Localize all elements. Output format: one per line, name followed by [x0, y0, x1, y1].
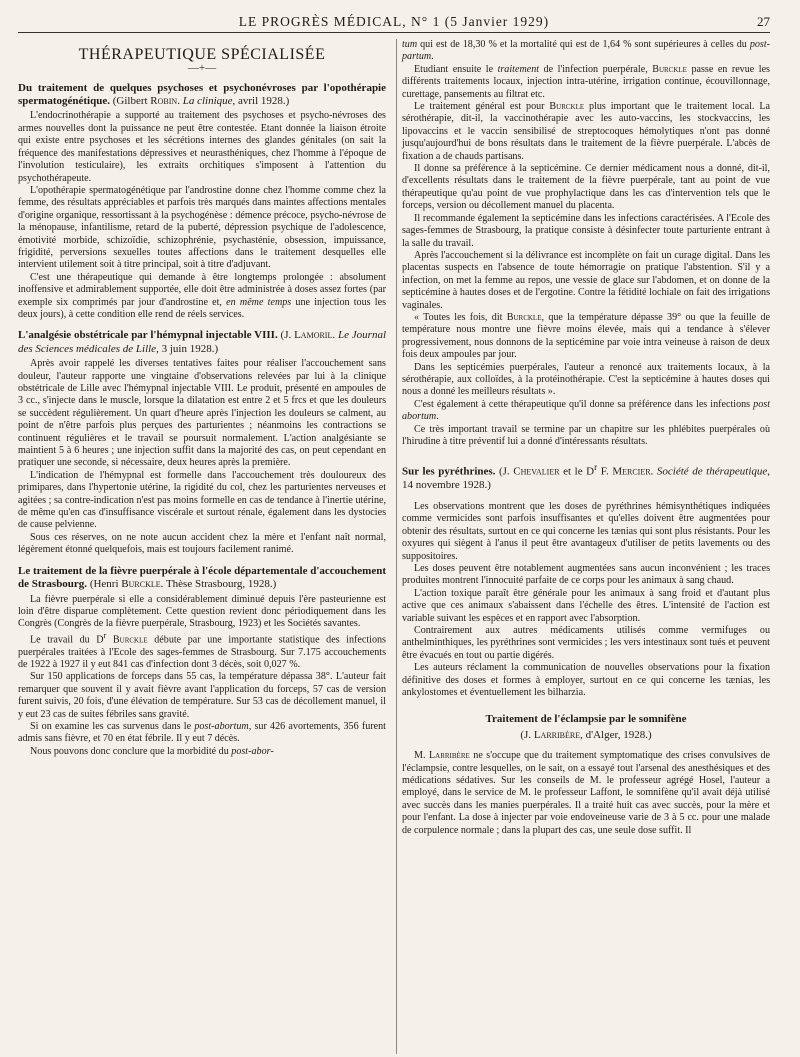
- article-heading: Sur les pyréthrines. (J. Chevalier et le $D^r$ F. Mercier. Société de thérapeutique, 14 novembre 1928.): [402, 462, 771, 492]
- paragraph: Sur 150 applications de forceps dans 55 cas, la température dépassa 38°. L'auteur fait remarquer que souvent il y avait fièvre avant l'application du forceps, 57 cas de version furent suivis, 20 fois, d'une élévation de température. Sur 53 cas de décollement manuel, il y eut 23 cas de suites fébriles sans gravité.: [18, 671, 386, 720]
- paragraph: Les doses peuvent être notablement augmentées sans aucun inconvénient ; les traces produites montrent l'innocuité parfaite de ce corps pour les animaux à sang chaud.: [402, 562, 770, 587]
- article-larribere: [402, 713, 770, 837]
- paragraph: L'endocrinothérapie a supporté au traitement des psychoses et psycho-névroses des armes nouvelles dont la puissance ne peut être contestée. Etant donnée la liaison étroite qui existe entre psychoses et les sécrétions internes des glandes génitales (on sait la fréquence des manifestations dépressives et neurasthéniques, chez l'homme à l'époque de l'involution testiculaire), les extraits orchitiques s'imposent à l'attention du psychothérapeute.: [18, 110, 386, 184]
- paragraph: M. Larribère ne s'occupe que du traitement symptomatique des crises convulsives de l'éclampsie, contre lesquelles, on le sait, on a essayé tout l'arsenal des anesthésiques et des médications sédatives. Sur les conseils de M. le professeur agrégé Hosel, l'auteur a employé, dans le service de M. le professeur Laffont, le somnifène qu'il avait déjà utilisé avec succès dans les manies puerpérales. Il a traité huit cas avec succès, pour la mère et pour l'enfant. La dose à injecter par voie endoveineuse varie de 3 à 5 cc. pour une malade de corpulence normale ; dans la plupart des cas, une seule dose suffit. Il: [402, 750, 770, 836]
- article-lamoril: [18, 329, 386, 556]
- article-title: Traitement de l'éclampsie par le somnifène: [485, 713, 687, 726]
- author: Larribère: [533, 728, 581, 741]
- author: Chevalier: [513, 466, 560, 479]
- article-heading: Du traitement de quelques psychoses et psychonévroses par l'opothérapie spermatogénétique. (Gilbert Robin. La clinique, avril 1928.): [18, 81, 386, 108]
- paragraph: Si on examine les cas survenus dans le post-abortum, sur 426 avortements, 356 furent admis sans fièvre, et 70 en état fébrile. Il y eut 7 décès.: [18, 720, 386, 745]
- running-header: [18, 12, 770, 33]
- article-title: Le traitement de la fièvre puerpérale à l'école départementale d'accouchement de Strasbourg.: [18, 564, 386, 591]
- paragraph: Sous ces réserves, on ne note aucun accident chez la mère et l'enfant naît normal, légèrement étonné quelquefois, mais est toujours facilement ranimé.: [18, 531, 386, 556]
- paragraph: Dans les septicémies puerpérales, l'auteur a renoncé aux traitements locaux, à la sérothérapie, aux colloïdes, à la protéinothérapie. C'est la septicémine à hautes doses qui nous a donné les meilleurs résultats ».: [402, 361, 770, 398]
- article-burckle-continued: [402, 39, 770, 448]
- source: Le Journal des Sciences médicales de Lille: [18, 329, 387, 355]
- source: Thèse Strasbourg, 1928.): [165, 578, 277, 591]
- paragraph: Ce très important travail se termine par un chapitre sur les phlébites puerpérales où l'hirudine à titre préventif lui a donné d'intéressants résultats.: [402, 423, 770, 447]
- paragraph: Les auteurs réclament la communication de nouvelles observations pour la fixation définitive des doses et formes à employer, surtout en ce qui concerne les tænias, les ankylostomes et éventuellement les bilharzia.: [402, 662, 770, 698]
- page-number: 27: [757, 14, 770, 29]
- paragraph: Il recommande également la septicémine dans les infections caractérisées. A l'Ecole des sages-femmes de Strasbourg, la pratique consiste à désinfecter toute parturiente entrant à la salle du travail.: [402, 212, 770, 249]
- paragraph: Nous pouvons donc conclure que la morbidité du post-abor-: [30, 745, 274, 757]
- paragraph: Après l'accouchement si la délivrance est incomplète on fait un curage digital. Dans les placentas suspects en l'absence de toute hémorragie on pratique l'abstention. S'il y a infection, on met la femme au repos, une vessie de glace sur l'abdomen, et on donne de la septicémine à hautes doses et de l'ergotine. Contre la fétidité lochiale on fait des irrigations vaginales.: [402, 249, 770, 311]
- article-heading: Le traitement de la fièvre puerpérale à l'école départementale d'accouchement de Strasbourg. (Henri Burckle. Thèse Strasbourg, 1928.): [18, 564, 386, 591]
- article-title: Sur les pyréthrines.: [402, 466, 496, 479]
- article-title: L'analgésie obstétricale par l'hémypnal injectable VIII.: [18, 329, 278, 342]
- paragraph: L'indication de l'hémypnal est formelle dans l'accouchement très douloureux des primipares, dans l'hypertonie utérine, la rigidité du col, chez les parturientes nerveuses et agitées ; sa contre-indication n'est pas moins formelle en cas de tendance à l'inertie utérine, de même qu'en cas d'insuffisance viscérale et surtout rénale, également dans les dystocies de cause pelvienne.: [18, 469, 386, 531]
- column-divider: [396, 39, 397, 1054]
- article-burckle: [18, 565, 386, 758]
- ornament: —+—: [187, 61, 217, 74]
- paragraph: C'est également à cette thérapeutique qu'il donne sa préférence dans les infections post abortum.: [402, 398, 770, 423]
- article-author-line: (J. Larribère, d'Alger, 1928.): [520, 728, 652, 741]
- article-robin: [18, 82, 386, 322]
- article-pyrethrines: [402, 462, 770, 699]
- article-heading: L'analgésie obstétricale par l'hémypnal injectable VIII. (J. Lamoril. Le Journal des Sciences médicales de Lille, 3 juin 1928.): [18, 329, 387, 355]
- section-title: THÉRAPEUTIQUE SPÉCIALISÉE: [78, 46, 326, 63]
- columns: [18, 39, 770, 837]
- paragraph: Il donne sa préférence à la septicémine. Ce dernier médicament nous a donné, dit-il, d'excellents résultats dans le traitement de la fièvre puerpérale, tant au point de vue thérapeutique qu'au point de vue prophylactique dans les cas d'intervention tels que le forceps, version ou décollement manuel du placenta.: [402, 163, 770, 212]
- source: La clinique: [182, 95, 233, 108]
- paragraph: Le travail du $D^r$ Burckle débute par une importante statistique des infections puerpérales traitées à l'Ecole des sages-femmes de Strasbourg. Sur 7.175 accouchements de 1922 à 1927 il y eut 841 cas d'infection dont 3 décès, soit 0,027 %.: [18, 630, 386, 670]
- author: Robin: [150, 95, 178, 108]
- paragraph: Les observations montrent que les doses de pyréthrines hémisynthétiques indiquées comme vermicides sont parfois insuffisantes et qu'elles doivent être augmentées pour obtenir des résultats, surtout en ce qui concerne les tænias qui sont plus résistants. Pour les oxyures qui siègent à l'anus il peut être avantageux d'utiliser de petits lavements ou des suppositoires.: [402, 500, 770, 562]
- paragraph: La fièvre puerpérale si elle a considérablement diminué depuis l'ère pasteurienne est loin d'être disparue complètement. Cette question revient donc périodiquement dans les Congrès (Congrès de la fièvre puerpérale, Strasbourg, 1923) et les Sociétés savantes.: [18, 593, 386, 630]
- author: Lamoril: [294, 329, 333, 342]
- author: Burckle: [121, 578, 161, 591]
- paragraph: Contrairement aux autres médicaments utilisés comme vermifuges ou anthelminthiques, les pyréthrines sont vermicides ; les vers intestinaux sont tués et peuvent être évacués en tout ou partie digérés.: [402, 624, 770, 661]
- paragraph: Etudiant ensuite le traitement de l'infection puerpérale, Burckle passe en revue les différents traitements locaux, injection intra-utérine, irrigation continue, écouvillonnage, curettage, pansements au filtrat etc.: [402, 63, 770, 100]
- right-column: [402, 39, 770, 837]
- source: Société de thérapeutique: [656, 466, 768, 479]
- paragraph: tum qui est de 18,30 % et la mortalité qui est de 1,64 % sont supérieures à celles du post-partum.: [402, 39, 770, 63]
- paragraph: Le traitement général est pour Burckle plus important que le traitement local. La sérothérapie, dit-il, la vaccinothérapie avec les auto-vaccins, les stockvaccins, les lipovaccins et le vaccin sensibilisé de streptocoques hémolytiques n'ont pas donné jusqu'aujourd'hui de bons résultats dans le traitement de la fièvre puerpérale. L'abcès de fixation a de chauds partisans.: [402, 101, 770, 162]
- article-title: Du traitement de quelques psychoses et psychonévroses par l'opothérapie spermatogénétique.: [18, 81, 386, 108]
- paragraph: « Toutes les fois, dit Burckle, que la température dépasse 39° ou que la feuille de température nous montre une fièvre moins élevée, mais qui a tendance à s'élever progressivement, nous donnons de la septicémine par voie intra veineuse à raison de deux fois deux ampoules par jour.: [402, 311, 771, 361]
- paragraph: C'est une thérapeutique qui demande à être longtemps prolongée : absolument inoffensive et admirablement supportée, elle doit être administrée à doses assez fortes (par exemple six comprimés par jour d'androstine et, en même temps une injection tous les deux jours), à cette condition elle rend de réels services.: [18, 271, 386, 320]
- paragraph: Après avoir rappelé les diverses tentatives faites pour réaliser l'accouchement sans douleur, l'auteur rapporte une vingtaine d'observations relevées par lui à la clinique obstétricale de Lille avec l'hémypnal injectable VIII. Le produit, présenté en ampoules de 3 cc., s'injecte dans le muscle, lorsque la dilatation est entre 2 et 5 frcs et que les douleurs se succèdent régulièrement. Un quart d'heure après l'injection les douleurs se calment, au point de n'être parfois plus perçues des parturientes ; néanmoins les contractions se continuent régulières et le travail se poursuit normalement. L'action analgésiante se maintient 5 à 6 heures ; une injection suffit dans la majorité des cas, on peut cependant en pratiquer une seconde, si nécessaire, deux heures après la première.: [18, 358, 386, 469]
- paragraph: L'opothérapie spermatogénétique par l'androstine donne chez l'homme comme chez la femme, des résultats appréciables et parfois très marqués dans maintes affections mentales d'origine organique, ressortissant à la psychogénèse : démence précoce, psycho-névrose de la ménopause, infantilisme, retard de la puberté, dépression psychique de l'adolescence, émotivité morbide, schizoïdie, schizophrénie, psychasténie, obsession, impuissance, frigidité, perversions sexuelles toutes affections dans le traitement desquelles elle intervient utilement soit à titre principal, soit à titre d'adjuvant.: [18, 184, 386, 271]
- left-column: [18, 39, 386, 837]
- paragraph: L'action toxique paraît être générale pour les animaux à sang froid et d'autant plus active que ces animaux s'abaissent dans l'échelle des êtres. L'intensité de l'action est variable suivant les espèces et en rapport avec l'absorption.: [402, 587, 770, 624]
- journal-title: LE PROGRÈS MÉDICAL, N° 1 (5 Janvier 1929): [238, 14, 550, 29]
